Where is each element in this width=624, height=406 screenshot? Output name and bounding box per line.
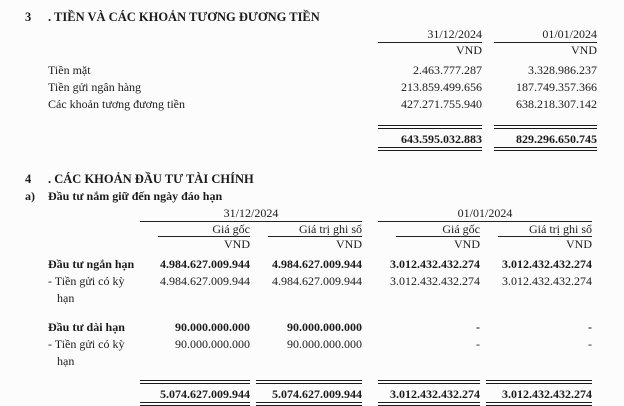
row-value: 213.859.499.656: [401, 80, 482, 94]
column-header-date: 31/12/2024: [378, 26, 482, 43]
subcolumn-header: Giá gốc: [158, 222, 250, 237]
currency-unit: VND: [336, 237, 362, 251]
table-row: [48, 273, 624, 307]
row-label: Đầu tư ngắn hạn: [48, 257, 135, 271]
row-label: Các khoản tương đương tiền: [48, 97, 186, 111]
currency-unit: VND: [456, 43, 482, 57]
table-row: [48, 336, 624, 370]
row-value: 2.463.777.287: [413, 63, 482, 77]
currency-unit: VND: [566, 237, 592, 251]
section4-number: 4: [25, 172, 32, 186]
row-value: 4.984.627.009.944: [160, 257, 250, 271]
row-value: 4.984.627.009.944: [272, 257, 362, 271]
total-row: [48, 125, 624, 151]
row-value: 3.012.432.432.274: [390, 274, 480, 288]
section4-heading: [25, 171, 624, 188]
subcolumn-header: Giá gốc: [396, 222, 480, 237]
row-value: -: [476, 337, 480, 351]
table-row: [48, 96, 624, 113]
section4a-number: a): [25, 189, 35, 203]
table-row: [48, 62, 624, 79]
investments-table: [48, 205, 624, 406]
table-subheader-row: [48, 222, 624, 237]
spacer: [48, 307, 624, 319]
currency-unit-row: [48, 237, 624, 253]
row-value: 3.012.432.432.274: [390, 257, 480, 271]
spacer: [48, 370, 624, 378]
column-header-date: 01/01/2024: [494, 26, 597, 43]
row-label: Tiền mặt: [48, 63, 91, 77]
section3-number: 3: [25, 10, 32, 24]
row-value: 3.012.432.432.274: [502, 274, 592, 288]
row-value: 4.984.627.009.944: [160, 274, 250, 288]
total-value: 829.296.650.745: [494, 125, 597, 151]
table-row: [48, 256, 624, 273]
table-period-header-row: [48, 205, 624, 222]
row-value: 638.218.307.142: [516, 97, 597, 111]
subcolumn-header: Giá trị ghi sổ: [498, 222, 592, 237]
currency-unit: VND: [224, 237, 250, 251]
section3-title: . TIỀN VÀ CÁC KHOẢN TƯƠNG ĐƯƠNG TIỀN: [48, 10, 320, 24]
total-value: 5.074.627.009.944: [256, 380, 362, 406]
row-value: 90.000.000.000: [175, 337, 250, 351]
currency-unit: VND: [454, 237, 480, 251]
period-header: 01/01/2024: [378, 205, 592, 222]
row-value: 3.012.432.432.274: [502, 257, 592, 271]
section3-heading: [25, 9, 624, 26]
table-header-row: [48, 26, 624, 43]
total-value: 643.595.032.883: [378, 125, 482, 151]
row-value: 4.984.627.009.944: [272, 274, 362, 288]
row-label: - Tiền gửi có kỳ hạn: [48, 274, 125, 305]
row-label: - Tiền gửi có kỳ hạn: [48, 337, 125, 368]
total-value: 5.074.627.009.944: [140, 380, 250, 406]
row-value: -: [588, 320, 592, 334]
total-value: 3.012.432.432.274: [486, 380, 592, 406]
total-row: [48, 380, 624, 406]
row-label: Tiền gửi ngân hàng: [48, 80, 142, 94]
currency-unit: VND: [571, 43, 597, 57]
currency-unit-row: [48, 43, 624, 59]
table-row: [48, 319, 624, 336]
cash-equivalents-table: [48, 26, 624, 151]
row-value: 90.000.000.000: [287, 337, 362, 351]
row-value: 90.000.000.000: [175, 320, 250, 334]
row-value: -: [476, 320, 480, 334]
row-label: Đầu tư dài hạn: [48, 320, 125, 334]
section4a-title: Đầu tư nắm giữ đến ngày đáo hạn: [48, 189, 223, 203]
spacer: [48, 113, 624, 123]
row-value: -: [588, 337, 592, 351]
row-value: 3.328.986.237: [528, 63, 597, 77]
total-value: 3.012.432.432.274: [378, 380, 480, 406]
row-value: 90.000.000.000: [287, 320, 362, 334]
section4a-heading: [25, 188, 624, 205]
period-header: 31/12/2024: [140, 205, 362, 222]
row-value: 187.749.357.366: [516, 80, 597, 94]
section-gap: [25, 151, 624, 171]
subcolumn-header: Giá trị ghi sổ: [268, 222, 362, 237]
table-row: [48, 79, 624, 96]
section4-title: . CÁC KHOẢN ĐẦU TƯ TÀI CHÍNH: [48, 172, 254, 186]
row-value: 427.271.755.940: [401, 97, 482, 111]
